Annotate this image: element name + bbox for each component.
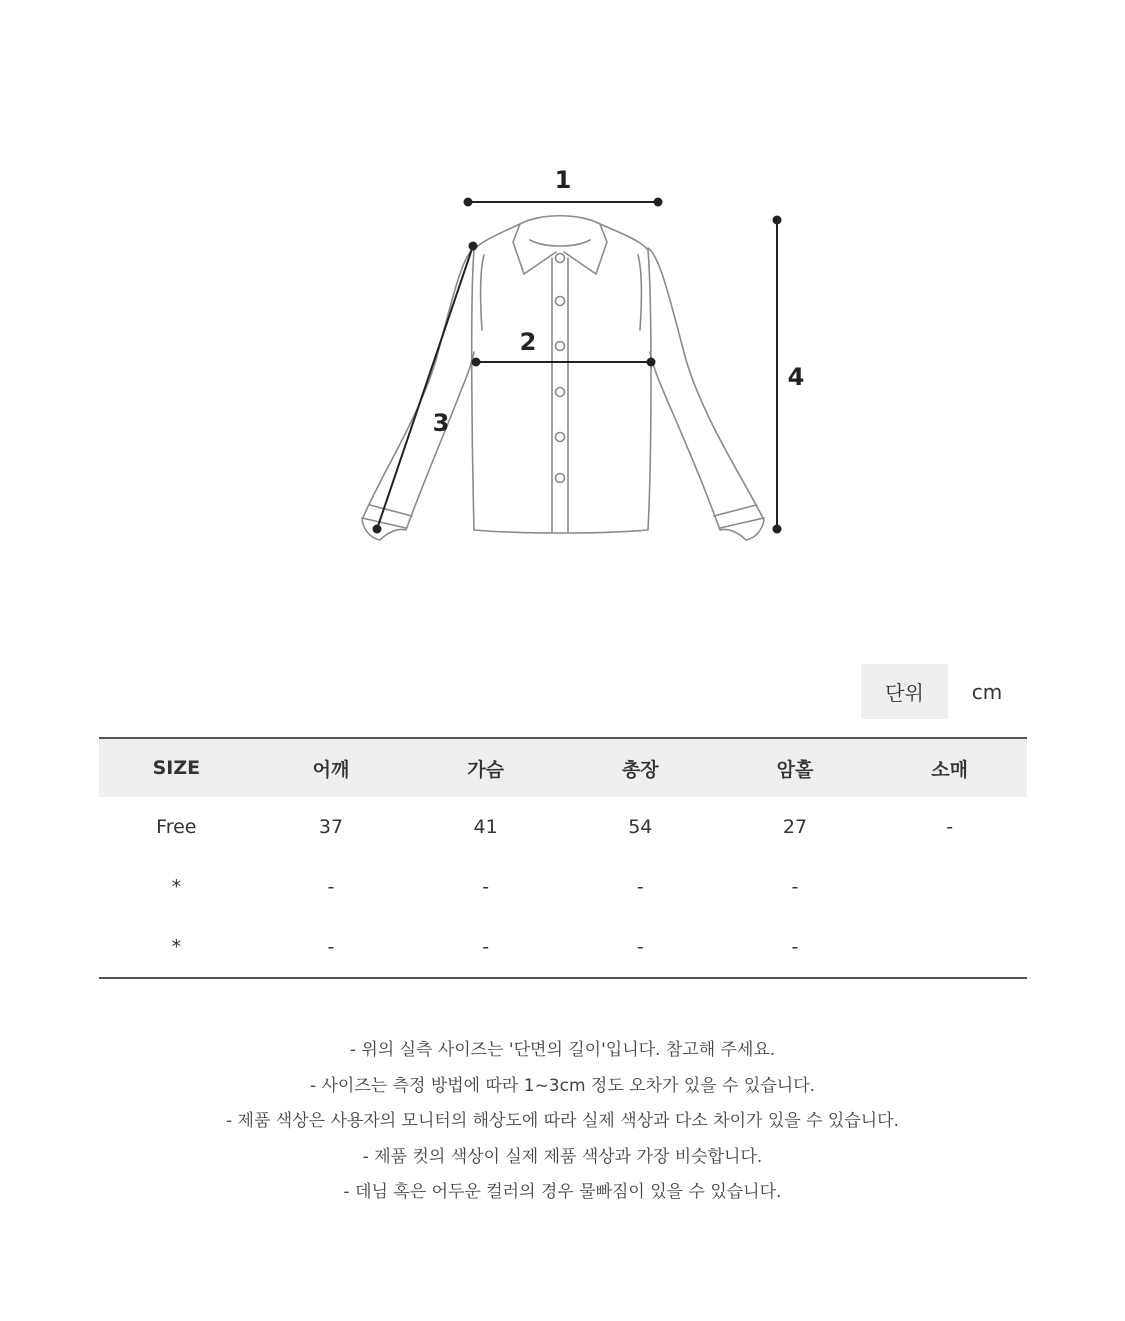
button-icon — [556, 254, 565, 263]
note-line: - 데님 혹은 어두운 컬러의 경우 물빠짐이 있을 수 있습니다. — [343, 1182, 782, 1202]
button-icon — [556, 474, 565, 483]
table-cell: - — [482, 936, 490, 958]
table-cell — [872, 917, 1027, 978]
unit-label: 단위 — [861, 664, 948, 719]
measurement-diagram — [340, 150, 820, 570]
unit-value: cm — [971, 679, 1003, 704]
measure-label-4: 4 — [787, 363, 805, 391]
table-row — [99, 797, 1027, 857]
measure-line-4 — [773, 216, 805, 534]
note-line: - 사이즈는 측정 방법에 따라 1~3cm 정도 오차가 있을 수 있습니다. — [309, 1075, 816, 1096]
measure-label-1: 1 — [554, 166, 572, 194]
button-icon — [556, 297, 565, 306]
table-cell: - — [636, 936, 644, 958]
shirt-diagram-svg — [340, 150, 820, 570]
table-cell: - — [327, 876, 335, 898]
size-notes — [0, 1033, 1125, 1211]
button-icon — [556, 433, 565, 442]
measure-line-1 — [464, 166, 663, 207]
table-cell: 41 — [473, 816, 498, 838]
header-length: 총장 — [563, 738, 718, 797]
measure-label-3: 3 — [432, 409, 450, 437]
table-cell: Free — [156, 816, 197, 838]
button-icon — [556, 342, 565, 351]
shirt-outline — [362, 216, 764, 540]
table-header-row — [99, 738, 1027, 797]
header-sleeve: 소매 — [872, 738, 1027, 797]
table-cell: - — [791, 876, 799, 898]
measure-label-2: 2 — [519, 328, 537, 356]
table-cell: - — [946, 816, 954, 838]
note-line: - 제품 컷의 색상이 실제 제품 색상과 가장 비슷합니다. — [362, 1146, 763, 1167]
table-cell: - — [636, 876, 644, 898]
header-shoulder: 어깨 — [254, 738, 409, 797]
note-line: - 제품 색상은 사용자의 모니터의 해상도에 따라 실제 색상과 다소 차이가 있을 수 있습니다. — [226, 1111, 899, 1131]
table-cell — [872, 857, 1027, 917]
table-cell: * — [171, 876, 182, 898]
button-icon — [556, 388, 565, 397]
table-cell: 27 — [782, 816, 808, 838]
table-row — [99, 857, 1027, 917]
buttons — [556, 254, 565, 483]
header-size: SIZE — [99, 738, 254, 797]
table-cell: - — [327, 936, 335, 958]
table-cell: - — [482, 876, 490, 898]
header-armhole: 암홀 — [718, 738, 873, 797]
note-line: - 위의 실측 사이즈는 '단면의 길이'입니다. 참고해 주세요. — [349, 1040, 776, 1060]
size-table — [99, 737, 1027, 979]
table-cell: - — [791, 936, 799, 958]
table-row — [99, 917, 1027, 978]
table-cell: 37 — [318, 816, 344, 838]
table-cell: 54 — [628, 816, 653, 838]
header-chest: 가슴 — [408, 738, 563, 797]
table-cell: * — [171, 936, 182, 958]
